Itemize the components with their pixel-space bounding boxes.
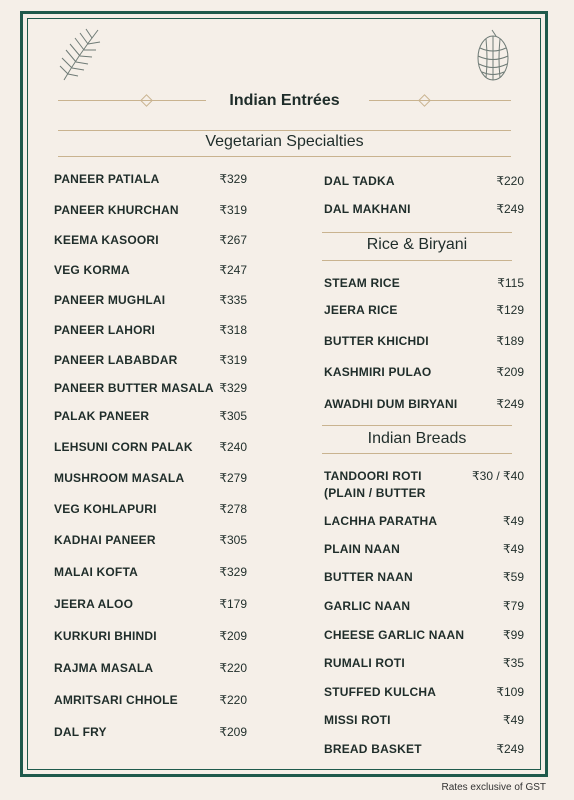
menu-item-name: BUTTER KHICHDI bbox=[324, 334, 429, 348]
menu-item-name: KEEMA KASOORI bbox=[54, 233, 159, 247]
menu-item-name: DAL TADKA bbox=[324, 174, 395, 188]
menu-item-price: ₹35 bbox=[503, 656, 524, 670]
menu-item-price: ₹278 bbox=[219, 502, 247, 516]
menu-item-price: ₹279 bbox=[219, 471, 247, 485]
menu-item-price: ₹329 bbox=[219, 172, 247, 186]
menu-item-price: ₹240 bbox=[219, 440, 247, 454]
title-rule-right bbox=[369, 100, 511, 101]
menu-item-price: ₹335 bbox=[219, 293, 247, 307]
menu-item-name: VEG KOHLAPURI bbox=[54, 502, 157, 516]
menu-item-name: RUMALI ROTI bbox=[324, 656, 405, 670]
menu-item-price: ₹209 bbox=[219, 629, 247, 643]
menu-item-name: STEAM RICE bbox=[324, 276, 401, 290]
menu-item-name: MUSHROOM MASALA bbox=[54, 471, 185, 485]
menu-item-name: DAL MAKHANI bbox=[324, 202, 411, 216]
menu-item-name: LEHSUNI CORN PALAK bbox=[54, 440, 193, 454]
menu-item-name: STUFFED KULCHA bbox=[324, 685, 437, 699]
menu-item-price: ₹305 bbox=[219, 533, 247, 547]
menu-item-price: ₹49 bbox=[503, 542, 524, 556]
menu-item-name: CHEESE GARLIC NAAN bbox=[324, 628, 465, 642]
menu-item-price: ₹49 bbox=[503, 713, 524, 727]
menu-item-name-line2: (PLAIN / BUTTER bbox=[324, 486, 426, 500]
menu-item-name: MALAI KOFTA bbox=[54, 565, 138, 579]
menu-item-name: PLAIN NAAN bbox=[324, 542, 400, 556]
menu-item-price: ₹247 bbox=[219, 263, 247, 277]
menu-item-price: ₹59 bbox=[503, 570, 524, 584]
menu-item-name: TANDOORI ROTI bbox=[324, 469, 422, 483]
menu-item-price: ₹79 bbox=[503, 599, 524, 613]
menu-item-price: ₹329 bbox=[219, 381, 247, 395]
menu-item-price: ₹249 bbox=[496, 202, 524, 216]
rice-heading: Rice & Biryani bbox=[366, 236, 468, 253]
menu-item-price: ₹209 bbox=[219, 725, 247, 739]
menu-item-name: BREAD BASKET bbox=[324, 742, 422, 756]
menu-item-name: DAL FRY bbox=[54, 725, 107, 739]
menu-item-price: ₹209 bbox=[496, 365, 524, 379]
veg-rule-top bbox=[58, 130, 511, 131]
breads-rule-top bbox=[322, 425, 512, 426]
menu-item-price: ₹305 bbox=[219, 409, 247, 423]
menu-item-price: ₹318 bbox=[219, 323, 247, 337]
menu-item-price: ₹319 bbox=[219, 353, 247, 367]
menu-item-name: KURKURI BHINDI bbox=[54, 629, 157, 643]
menu-item-price: ₹99 bbox=[503, 628, 524, 642]
menu-item-name: PANEER LAHORI bbox=[54, 323, 156, 337]
fern-leaf-icon bbox=[58, 26, 104, 84]
menu-item-price: ₹220 bbox=[219, 693, 247, 707]
menu-item-price: ₹220 bbox=[496, 174, 524, 188]
menu-item-name: PANEER BUTTER MASALA bbox=[54, 381, 214, 395]
breads-rule-bottom bbox=[322, 453, 512, 454]
menu-item-name: LACHHA PARATHA bbox=[324, 514, 438, 528]
menu-item-name: KADHAI PANEER bbox=[54, 533, 156, 547]
page-title: Indian Entrées bbox=[229, 92, 340, 109]
menu-item-price: ₹49 bbox=[503, 514, 524, 528]
menu-item-price: ₹179 bbox=[219, 597, 247, 611]
menu-item-name: VEG KORMA bbox=[54, 263, 130, 277]
veg-heading: Vegetarian Specialties bbox=[205, 133, 364, 150]
menu-item-name: PALAK PANEER bbox=[54, 409, 150, 423]
menu-item-price: ₹189 bbox=[496, 334, 524, 348]
menu-item-name: AMRITSARI CHHOLE bbox=[54, 693, 178, 707]
menu-item-name: PANEER LABABDAR bbox=[54, 353, 178, 367]
menu-item-name: JEERA RICE bbox=[324, 303, 398, 317]
menu-item-price: ₹129 bbox=[496, 303, 524, 317]
menu-item-name: RAJMA MASALA bbox=[54, 661, 154, 675]
menu-item-price: ₹267 bbox=[219, 233, 247, 247]
pine-cone-icon bbox=[470, 26, 516, 84]
footnote: Rates exclusive of GST bbox=[441, 782, 546, 793]
menu-item-price: ₹319 bbox=[219, 203, 247, 217]
rice-rule-top bbox=[322, 232, 512, 233]
menu-item-price: ₹249 bbox=[496, 742, 524, 756]
breads-heading: Indian Breads bbox=[367, 430, 467, 447]
menu-item-name: GARLIC NAAN bbox=[324, 599, 411, 613]
menu-item-price: ₹109 bbox=[496, 685, 524, 699]
menu-item-name: JEERA ALOO bbox=[54, 597, 134, 611]
menu-item-name: KASHMIRI PULAO bbox=[324, 365, 432, 379]
menu-item-price: ₹220 bbox=[219, 661, 247, 675]
menu-item-name: PANEER PATIALA bbox=[54, 172, 160, 186]
menu-item-name: AWADHI DUM BIRYANI bbox=[324, 397, 458, 411]
menu-item-name: PANEER KHURCHAN bbox=[54, 203, 179, 217]
menu-item-price: ₹329 bbox=[219, 565, 247, 579]
main-title-bar bbox=[58, 86, 511, 116]
menu-item-name: BUTTER NAAN bbox=[324, 570, 413, 584]
veg-rule-bottom bbox=[58, 156, 511, 157]
menu-item-name: MISSI ROTI bbox=[324, 713, 391, 727]
menu-item-price: ₹249 bbox=[496, 397, 524, 411]
menu-item-price: ₹115 bbox=[497, 276, 524, 290]
menu-item-price: ₹30 / ₹40 bbox=[472, 469, 524, 483]
rice-rule-bottom bbox=[322, 260, 512, 261]
menu-item-name: PANEER MUGHLAI bbox=[54, 293, 166, 307]
